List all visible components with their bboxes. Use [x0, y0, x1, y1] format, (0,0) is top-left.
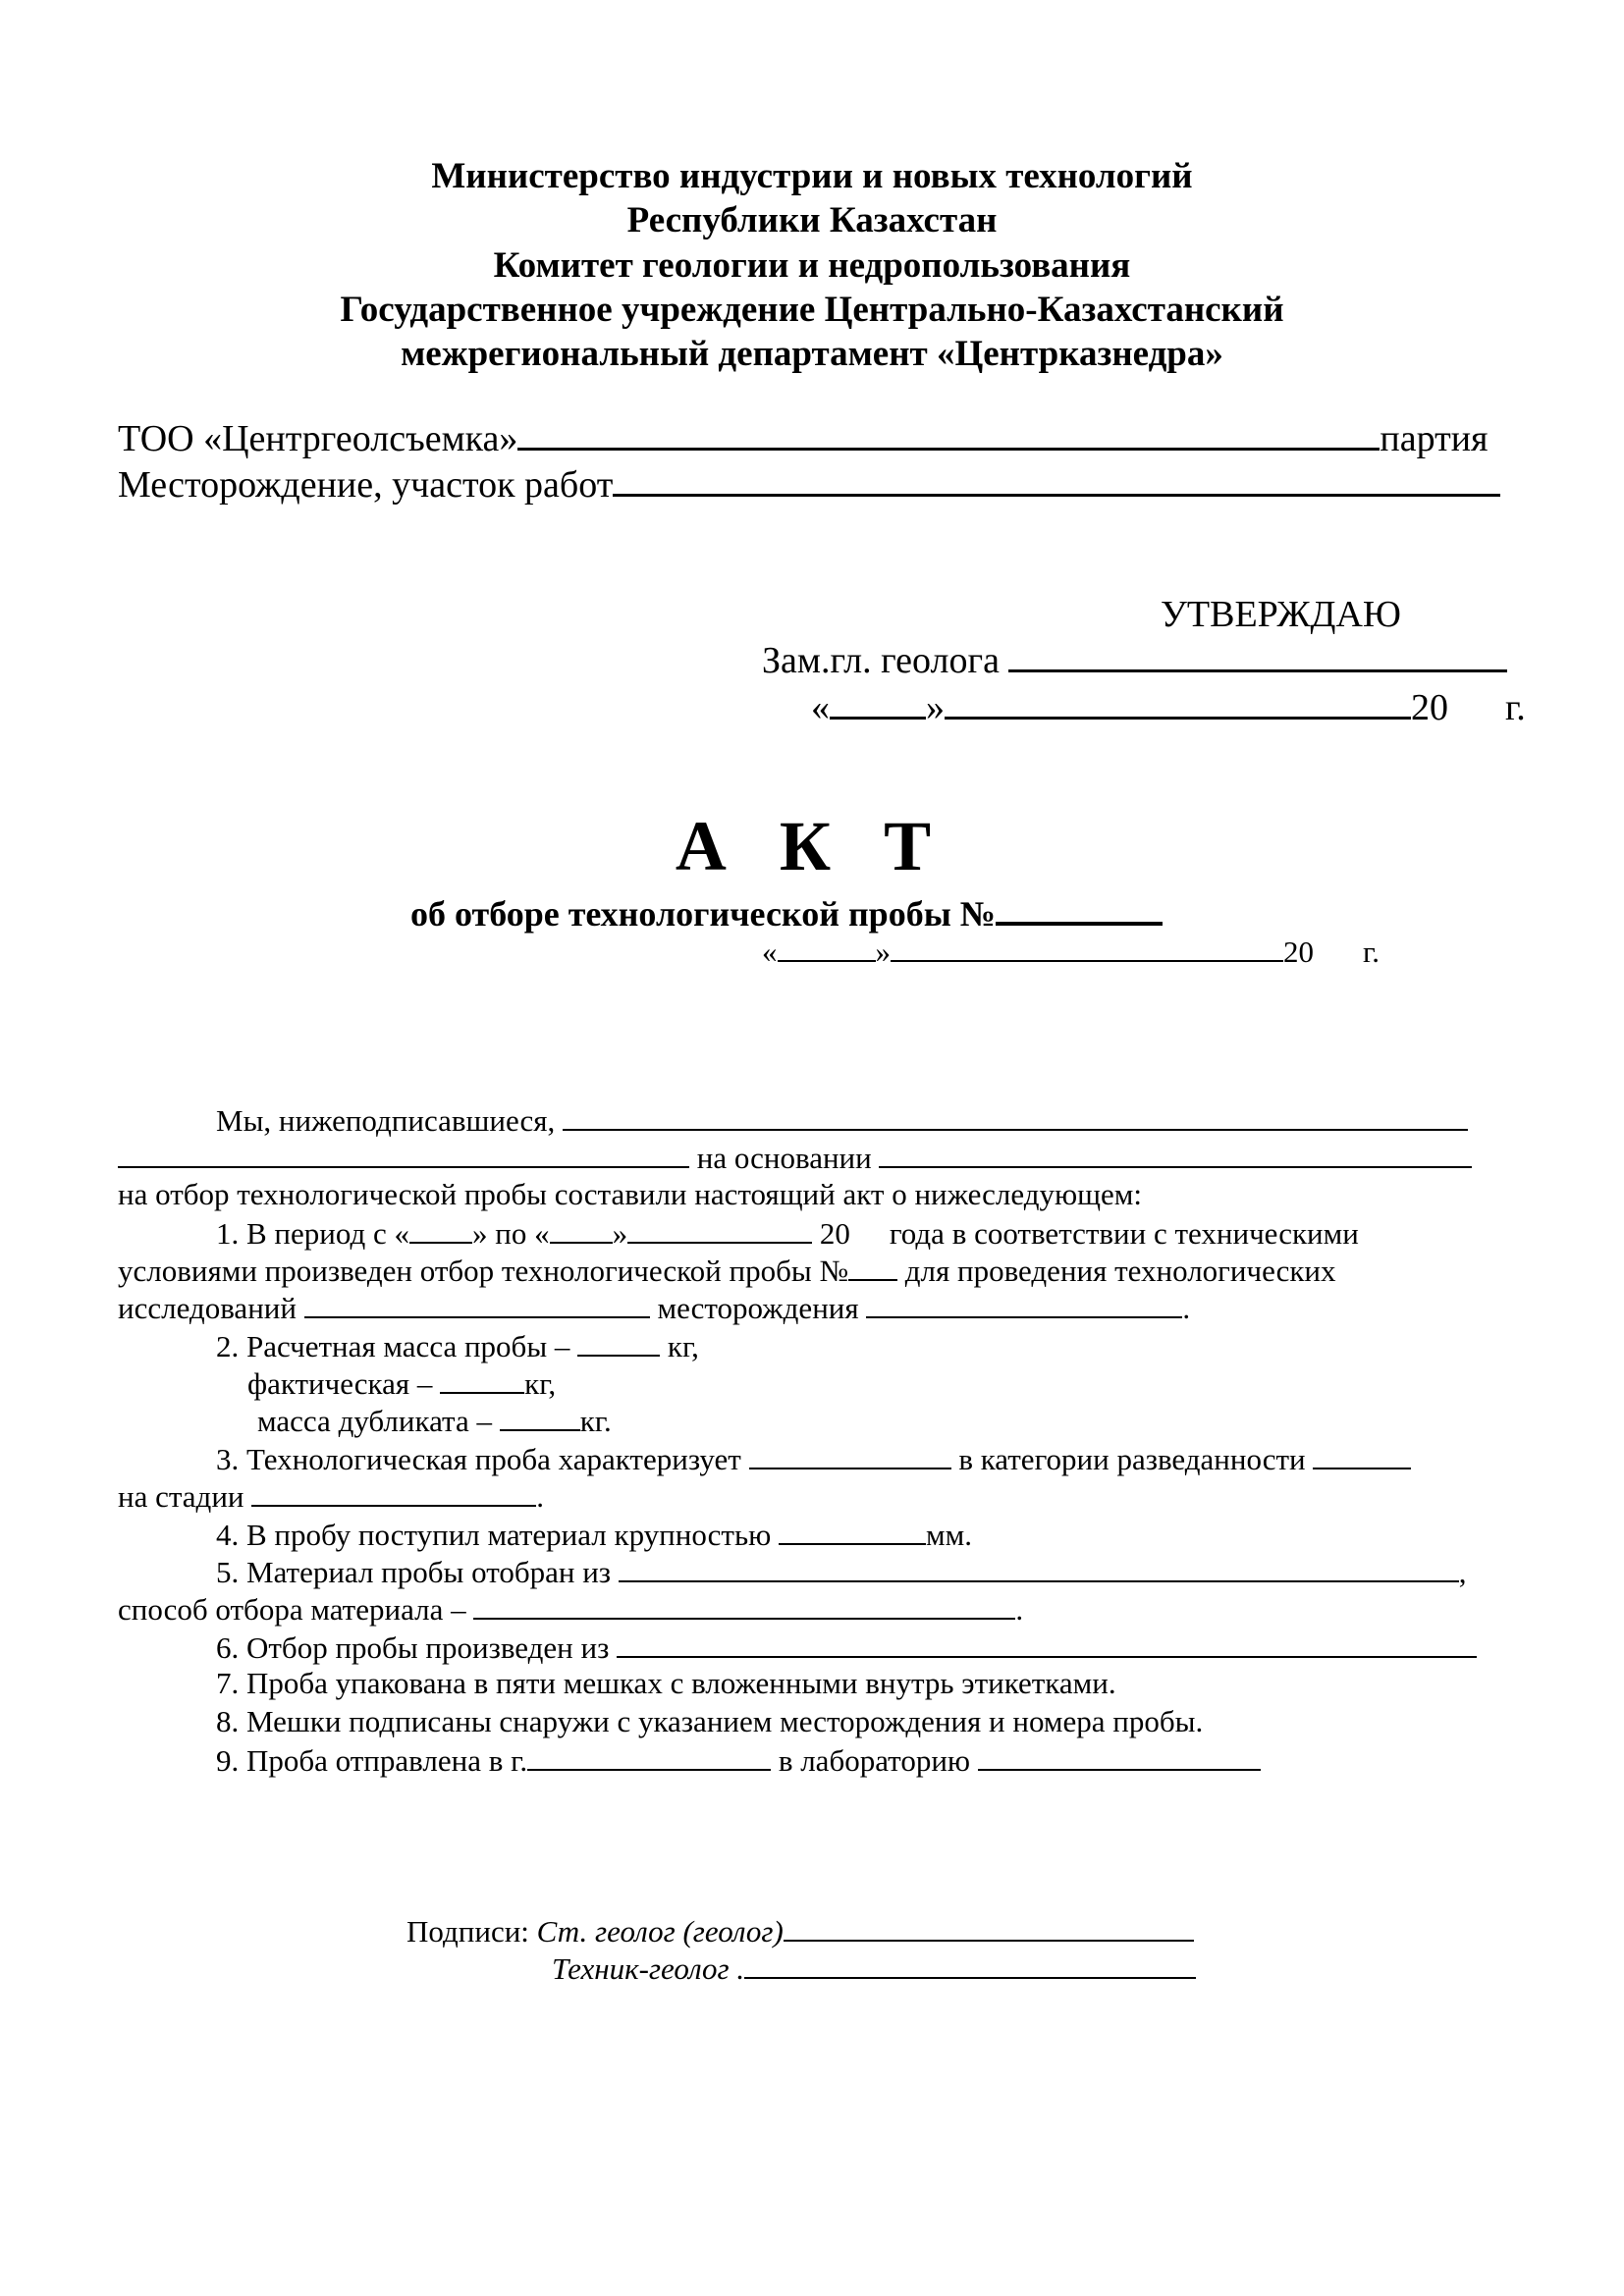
item-2-text-f: кг.	[579, 1404, 612, 1438]
item-4-line	[216, 1516, 972, 1553]
signature-line-2	[552, 1949, 1196, 1987]
technician-geologist-label: Техник-геолог .	[552, 1951, 745, 1986]
act-subtitle: об отборе технологической пробы №	[410, 894, 996, 934]
item-1-text-j: .	[1182, 1291, 1191, 1325]
item-5-line-1	[216, 1553, 1467, 1590]
item-1-text-c: »	[612, 1216, 628, 1251]
field-blank[interactable]	[613, 462, 1500, 497]
item-2-text-a: 2. Расчетная масса пробы –	[216, 1329, 570, 1363]
item-1-text-f: условиями произведен отбор технологической пробы №	[118, 1254, 849, 1288]
committee-line: Комитет геологии и недропользования	[493, 245, 1131, 286]
approval-title: УТВЕРЖДАЮ	[1161, 594, 1401, 635]
approval-date-close: »	[926, 687, 945, 728]
item-2-line-1	[216, 1327, 699, 1364]
intro-text: Мы, нижеподписавшиеся,	[216, 1103, 556, 1138]
item-9-text-a: 9. Проба отправлена в г.	[216, 1743, 528, 1778]
republic-line: Республики Казахстан	[626, 200, 998, 240]
item-1-sample-number-blank[interactable]	[848, 1252, 897, 1281]
act-year-prefix: 20	[1283, 934, 1314, 969]
item-2-text-b: кг,	[667, 1329, 699, 1363]
institution-line: Государственное учреждение Центрально-Казахстанский	[340, 290, 1284, 330]
signatories-blank-2[interactable]	[118, 1139, 689, 1168]
item-6-line	[216, 1629, 1477, 1666]
sample-number-blank[interactable]	[996, 888, 1163, 926]
approval-day-blank[interactable]	[830, 685, 926, 720]
field-line	[118, 462, 1500, 507]
item-1-text-h: исследований	[118, 1291, 297, 1325]
period-month-blank[interactable]	[627, 1214, 812, 1244]
item-1-text-g: для проведения технологических	[904, 1254, 1336, 1288]
basis-blank[interactable]	[879, 1139, 1472, 1168]
signature-line-1	[406, 1912, 1194, 1949]
item-3-text-b: в категории разведанности	[958, 1442, 1306, 1476]
act-year-suffix: г.	[1363, 934, 1380, 969]
sampling-source-blank[interactable]	[617, 1629, 1477, 1658]
item-5-text-d: .	[1015, 1592, 1024, 1627]
item-1-text-b: » по «	[472, 1216, 550, 1251]
intro-line-1	[216, 1101, 1468, 1139]
item-5-line-2	[118, 1590, 1023, 1628]
item-8-line: 8. Мешки подписаны снаружи с указанием месторождения и номера пробы.	[216, 1704, 1204, 1738]
item-3-line-1	[216, 1440, 1411, 1477]
field-label: Месторождение, участок работ	[118, 464, 614, 506]
act-date-open: «	[762, 934, 778, 969]
city-blank[interactable]	[527, 1741, 771, 1771]
item-2-line-2	[247, 1364, 556, 1402]
item-1-year-prefix: 20	[819, 1216, 850, 1251]
act-date-close: »	[875, 934, 891, 969]
signatures-label: Подписи:	[406, 1914, 529, 1949]
senior-geologist-label: Ст. геолог (геолог)	[536, 1914, 784, 1949]
item-9-text-b: в лабораторию	[778, 1743, 971, 1778]
too-label: ТОО «Центргеолсъемка»	[118, 418, 518, 459]
item-3-text-c: на стадии	[118, 1479, 244, 1514]
too-line	[118, 416, 1489, 461]
method-blank[interactable]	[473, 1590, 1015, 1620]
basis-label: на основании	[696, 1141, 872, 1175]
intro-line-3: на отбор технологической пробы составили настоящий акт о нижеследующем:	[118, 1177, 1143, 1211]
item-3-text-d: .	[536, 1479, 544, 1514]
item-1-line-1	[216, 1214, 1359, 1252]
deposit-blank[interactable]	[866, 1289, 1182, 1318]
item-5-text-c: способ отбора материала –	[118, 1592, 466, 1627]
item-7-line: 7. Проба упакована в пяти мешках с вложенными внутрь этикетками.	[216, 1666, 1116, 1700]
item-1-text-e: года в соответствии с техническими	[889, 1216, 1359, 1251]
actual-mass-blank[interactable]	[440, 1364, 524, 1394]
research-blank[interactable]	[304, 1289, 650, 1318]
item-1-line-2	[118, 1252, 1336, 1289]
technician-geologist-signature-blank[interactable]	[744, 1949, 1196, 1979]
senior-geologist-signature-blank[interactable]	[784, 1912, 1194, 1942]
act-subtitle-line	[410, 888, 1163, 934]
item-2-line-3	[257, 1402, 612, 1439]
party-label: партия	[1380, 418, 1489, 459]
duplicate-mass-blank[interactable]	[500, 1402, 580, 1431]
source-blank[interactable]	[619, 1553, 1459, 1582]
item-5-text-b: ,	[1458, 1555, 1467, 1589]
act-day-blank[interactable]	[778, 933, 876, 962]
department-line: межрегиональный департамент «Центрказнедра»	[401, 334, 1223, 374]
deputy-blank[interactable]	[1008, 638, 1507, 672]
item-9-line	[216, 1741, 1261, 1779]
item-5-text-a: 5. Материал пробы отобран из	[216, 1555, 612, 1589]
deputy-label: Зам.гл. геолога	[762, 640, 1000, 681]
approval-year-suffix: г.	[1505, 687, 1526, 728]
deputy-line	[762, 638, 1507, 683]
act-month-blank[interactable]	[891, 933, 1283, 962]
approval-month-blank[interactable]	[945, 685, 1411, 720]
act-date-line	[762, 933, 1380, 970]
category-blank[interactable]	[1313, 1440, 1411, 1469]
item-4-text-a: 4. В пробу поступил материал крупностью	[216, 1518, 772, 1552]
item-2-text-d: кг,	[524, 1366, 557, 1401]
item-2-text-c: фактическая –	[247, 1366, 433, 1401]
signatories-blank[interactable]	[563, 1101, 1468, 1131]
item-3-line-2	[118, 1477, 544, 1515]
laboratory-blank[interactable]	[978, 1741, 1261, 1771]
approval-date-open: «	[811, 687, 830, 728]
act-title: А К Т	[675, 807, 949, 885]
item-1-line-3	[118, 1289, 1190, 1326]
item-4-text-b: мм.	[926, 1518, 972, 1552]
item-3-text-a: 3. Технологическая проба характеризует	[216, 1442, 741, 1476]
grain-size-blank[interactable]	[779, 1516, 926, 1545]
ministry-line: Министерство индустрии и новых технологий	[431, 156, 1193, 196]
item-2-text-e: масса дубликата –	[257, 1404, 492, 1438]
characterizes-blank[interactable]	[749, 1440, 951, 1469]
approval-year-prefix: 20	[1411, 687, 1448, 728]
item-6-text: 6. Отбор пробы произведен из	[216, 1630, 610, 1665]
intro-line-2	[118, 1139, 1472, 1176]
stage-blank[interactable]	[251, 1477, 536, 1507]
period-to-day-blank[interactable]	[550, 1214, 613, 1244]
calc-mass-blank[interactable]	[577, 1327, 660, 1357]
item-1-text-i: месторождения	[657, 1291, 859, 1325]
approval-date-line	[811, 685, 1526, 730]
item-1-text-a: 1. В период с «	[216, 1216, 410, 1251]
party-blank[interactable]	[517, 416, 1380, 451]
period-from-day-blank[interactable]	[409, 1214, 472, 1244]
